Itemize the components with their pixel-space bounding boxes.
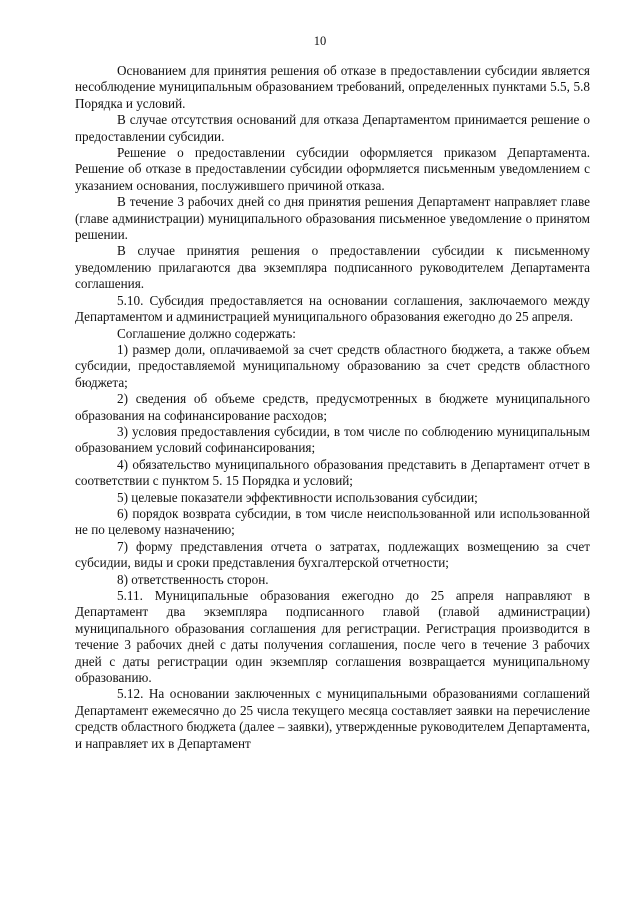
list-item-1: 1) размер доли, оплачиваемой за счет средств областного бюджета, а также объем субсидии, предоставляемой муниципальному образованию за счет средств областного бюджета;: [75, 341, 590, 390]
document-body: [75, 63, 590, 752]
paragraph-agreement-copies: В случае принятия решения о предоставлении субсидии к письменному уведомлению прилагаются два экземпляра подписанного руководителем Департамента соглашения.: [75, 243, 590, 292]
list-item-6: 6) порядок возврата субсидии, в том числе неиспользованной или использованной не по целевому назначению;: [75, 505, 590, 538]
list-item-3: 3) условия предоставления субсидии, в том числе по соблюдению муниципальным образованием условий софинансирования;: [75, 423, 590, 456]
list-item-2: 2) сведения об объеме средств, предусмотренных в бюджете муниципального образования на софинансирование расходов;: [75, 391, 590, 423]
paragraph-notification-deadline: В течение 3 рабочих дней со дня принятия решения Департамент направляет главе (главе администрации) муниципального образования письменное уведомление о принятом решении.: [75, 194, 590, 243]
list-item-7: 7) форму представления отчета о затратах, подлежащих возмещению за счет субсидии, виды и сроки представления бухгалтерской отчетности;: [75, 538, 590, 571]
paragraph-5-11: 5.11. Муниципальные образования ежегодно до 25 апреля направляют в Департамент два экземпляра подписанного главой (главой администрации) муниципального образования соглашения для регистрации. Регистрация производится в течение 3 рабочих дней с даты получения соглашения, после чего в течение 3 рабочих дней с даты регистрации один экземпляр соглашения возвращается муниципальному образованию.: [75, 588, 590, 686]
page-number: 10: [313, 34, 327, 48]
paragraph-refusal-grounds: Основанием для принятия решения об отказе в предоставлении субсидии является несоблюдение муниципальным образованием требований, определенных пунктами 5.5, 5.8 Порядка и условий.: [75, 63, 590, 111]
paragraph-agreement-contents: Соглашение должно содержать:: [117, 325, 296, 341]
paragraph-5-10: 5.10. Субсидия предоставляется на основании соглашения, заключаемого между Департаментом и администрацией муниципального образования ежегодно до 25 апреля.: [75, 292, 590, 325]
list-item-4: 4) обязательство муниципального образования представить в Департамент отчет в соответствии с пунктом 5. 15 Порядка и условий;: [75, 456, 590, 489]
paragraph-decision-format: Решение о предоставлении субсидии оформляется приказом Департамента. Решение об отказе в предоставлении субсидии оформляется письменным уведомлением с указанием основания, послужившего причиной отказа.: [75, 145, 590, 193]
paragraph-5-12: 5.12. На основании заключенных с муниципальными образованиями соглашений Департамент ежемесячно до 25 числа текущего месяца составляет заявки на перечисление средств областного бюджета (далее – заявки), утвержденные руководителем Департамента, и направляет их в Департамент: [75, 686, 590, 751]
list-item-5: 5) целевые показатели эффективности использования субсидии;: [117, 489, 478, 505]
list-item-8: 8) ответственность сторон.: [117, 571, 269, 587]
paragraph-approval-decision: В случае отсутствия оснований для отказа Департаментом принимается решение о предоставлении субсидии.: [75, 112, 590, 144]
